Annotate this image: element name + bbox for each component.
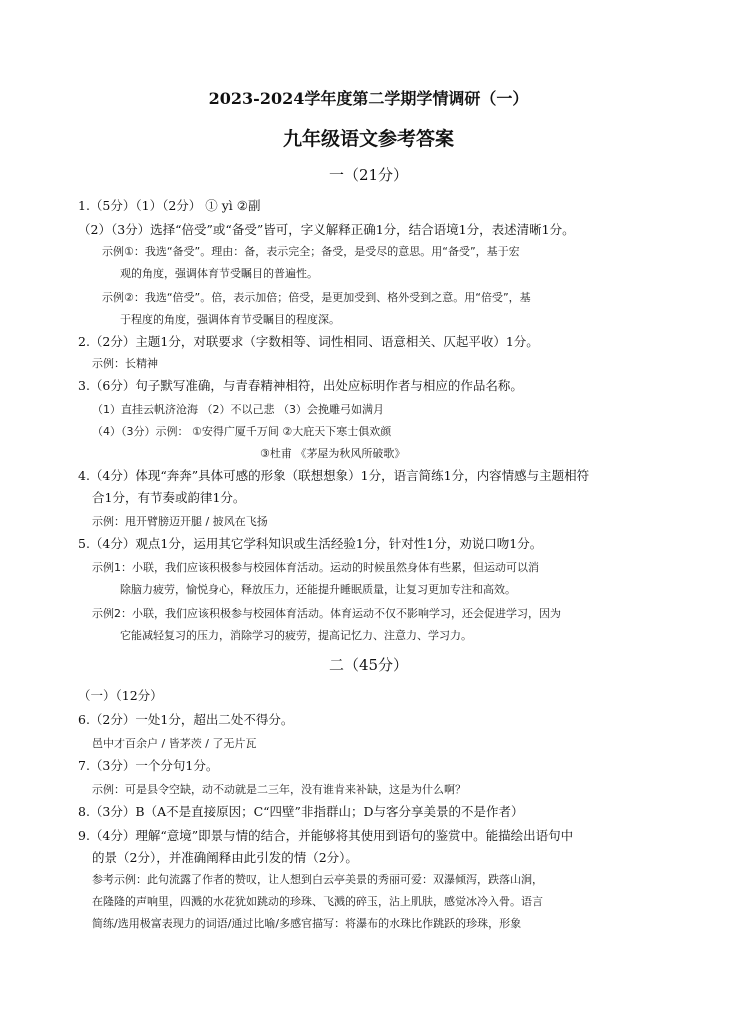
example-line: 示例2：小联，我们应该积极参与校园体育活动。体育运动不仅不影响学习，还会促进学习，因为 xyxy=(92,607,561,620)
answer-line: 1.（5分）（1）（2分） ① yì ②副 xyxy=(78,198,261,213)
example-line: 示例：甩开臂膀迈开腿 / 披风在飞扬 xyxy=(92,515,268,528)
answer-line: 的景（2分），并准确阐释由此引发的情（2分）。 xyxy=(92,850,358,865)
answer-line: 3.（6分）句子默写准确，与青春精神相符，出处应标明作者与相应的作品名称。 xyxy=(78,378,523,393)
answer-line: 2.（2分）主题1分，对联要求（字数相等、词性相同、语意相关、仄起平收）1分。 xyxy=(78,334,539,349)
example-line: 简练/选用极富表现力的词语/通过比喻/多感官描写：将瀑布的水珠比作跳跃的珍珠，形象 xyxy=(92,917,522,930)
example-line: （1）直挂云帆济沧海 （2）不以己悲 （3）会挽雕弓如满月 xyxy=(92,403,384,416)
example-line: （4）（3分）示例： ①安得广厦千万间 ②大庇天下寒士俱欢颜 xyxy=(92,425,392,438)
example-line: 在隆隆的声响里，四溅的水花犹如跳动的珍珠、飞溅的碎玉，沾上肌肤，感觉冰冷入骨。语言 xyxy=(92,895,543,908)
document-title: 2023-2024学年度第二学期学情调研（一） xyxy=(208,89,529,108)
answer-line: 9.（4分）理解“意境”即景与情的结合，并能够将其使用到语句的鉴赏中。能描绘出语句中 xyxy=(78,828,574,843)
answer-line: 5.（4分）观点1分，运用其它学科知识或生活经验1分，针对性1分，劝说口吻1分。 xyxy=(78,536,543,551)
answer-line: （一）（12分） xyxy=(78,688,163,703)
answer-line: 8.（3分）B（A不是直接原因；C“四壁”非指群山；D与客分享美景的不是作者） xyxy=(78,804,524,819)
example-line: 于程度的角度，强调体育节受瞩目的程度深。 xyxy=(120,313,340,326)
example-line: 邑中才百余户 / 皆茅茨 / 了无片瓦 xyxy=(92,737,257,750)
example-line: 它能减轻复习的压力，消除学习的疲劳，提高记忆力、注意力、学习力。 xyxy=(120,629,472,642)
answer-line: （2）（3分）选择“倍受”或“备受”皆可，字义解释正确1分，结合语境1分，表述清晰1分。 xyxy=(78,222,575,237)
example-line: 除脑力疲劳，愉悦身心，释放压力，还能提升睡眠质量，让复习更加专注和高效。 xyxy=(120,583,516,596)
answer-line: 7.（3分）一个分句1分。 xyxy=(78,758,219,773)
answer-line: 4.（4分）体现“奔奔”具体可感的形象（联想想象）1分，语言简练1分，内容情感与主题相符 xyxy=(78,468,590,483)
answer-line: 合1分，有节奏或韵律1分。 xyxy=(92,490,246,505)
section-heading-2: 二（45分） xyxy=(328,656,409,674)
document-subtitle: 九年级语文参考答案 xyxy=(282,128,454,150)
example-line: 示例①：我选“备受”。理由：备，表示完全；备受，是受尽的意思。用“备受”，基于宏 xyxy=(102,245,520,258)
example-line: 示例：长精神 xyxy=(92,357,158,370)
example-line: 示例②：我选“倍受”。倍，表示加倍；倍受，是更加受到、格外受到之意。用“倍受”，基 xyxy=(102,291,531,304)
example-line: 观的角度，强调体育节受瞩目的普遍性。 xyxy=(120,267,318,280)
example-line: 示例：可是县令空缺，动不动就是二三年，没有谁肯来补缺，这是为什么啊？ xyxy=(92,783,466,796)
answer-line: 6.（2分）一处1分，超出二处不得分。 xyxy=(78,712,294,727)
example-line: 参考示例：此句流露了作者的赞叹，让人想到白云亭美景的秀丽可爱：双瀑倾泻，跌落山涧， xyxy=(92,873,543,886)
example-line: ③杜甫 《茅屋为秋风所破歌》 xyxy=(260,447,406,460)
section-heading-1: 一（21分） xyxy=(328,166,409,184)
example-line: 示例1：小联，我们应该积极参与校园体育活动。运动的时候虽然身体有些累，但运动可以消 xyxy=(92,561,539,574)
